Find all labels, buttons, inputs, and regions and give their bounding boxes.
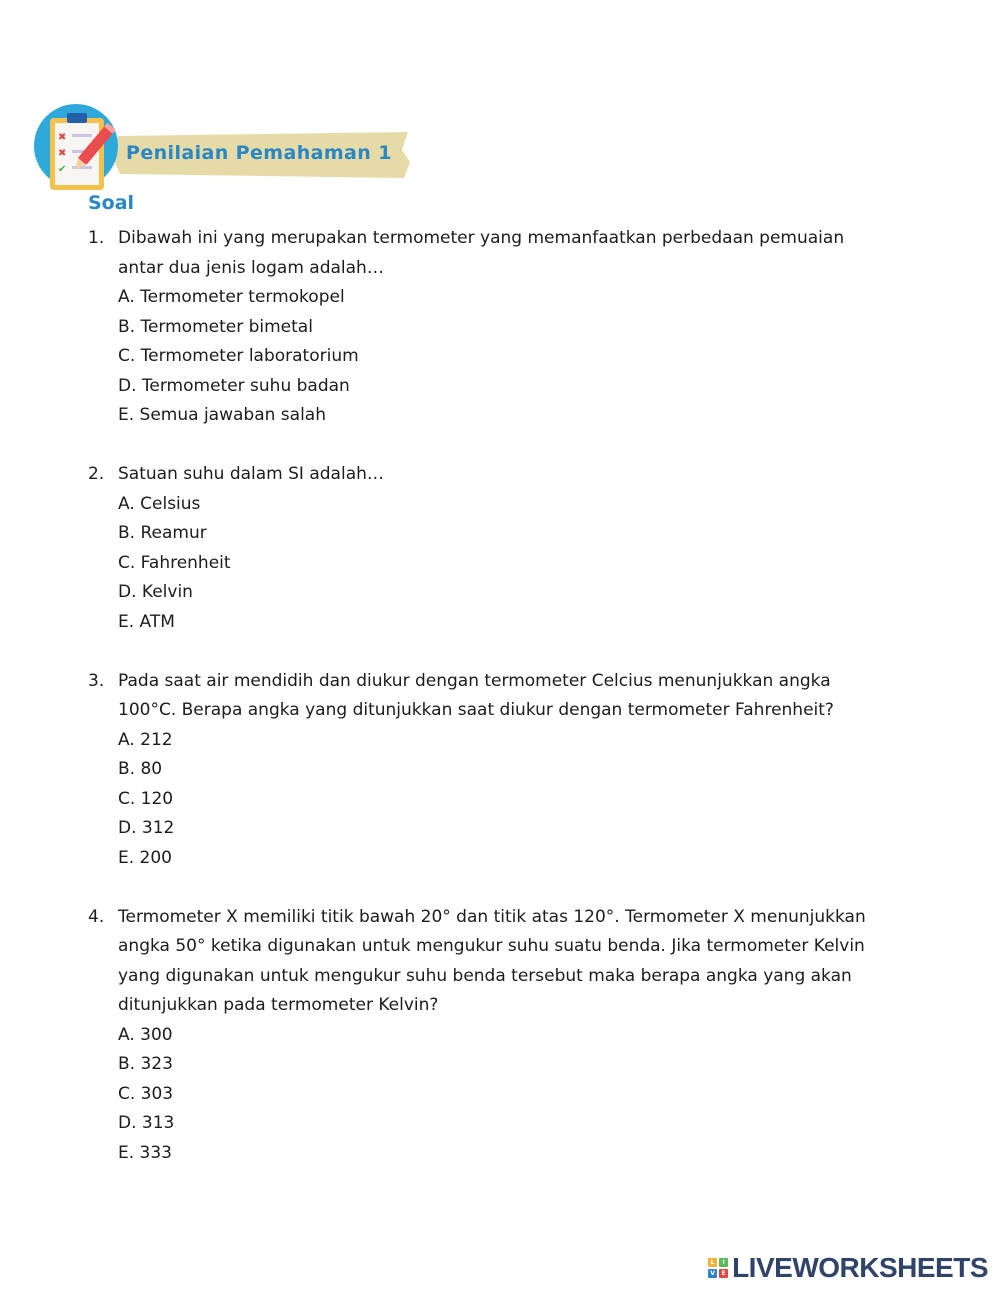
question-number: 3.: [88, 670, 105, 691]
option-e[interactable]: E. 200: [118, 847, 172, 868]
option-d[interactable]: D. 313: [118, 1113, 175, 1133]
option-c[interactable]: C. Termometer laboratorium: [118, 346, 359, 366]
question-2: [88, 460, 888, 637]
option-d[interactable]: D. Termometer suhu badan: [118, 375, 350, 396]
option-a[interactable]: A. Termometer termokopel: [118, 287, 345, 307]
option-d[interactable]: D. 312: [118, 818, 175, 838]
options-list: [88, 1021, 888, 1169]
brand-name: LIVEWORKSHEETS: [732, 1252, 988, 1283]
option-a[interactable]: A. 212: [118, 729, 173, 750]
svg-text:✔: ✔: [58, 164, 67, 175]
question-text: Satuan suhu dalam SI adalah…: [118, 464, 384, 484]
clipboard-checklist-icon: [32, 104, 132, 194]
banner-title: Penilaian Pemahaman 1: [126, 142, 392, 164]
option-d[interactable]: D. Kelvin: [118, 582, 193, 602]
options-list: [88, 283, 888, 431]
question-list: [88, 224, 888, 1198]
option-b[interactable]: B. Termometer bimetal: [118, 316, 313, 337]
option-a[interactable]: A. Celsius: [118, 493, 201, 514]
liveworksheets-logo[interactable]: [708, 1252, 988, 1284]
options-list: [88, 726, 888, 874]
section-title: Soal: [88, 192, 135, 214]
option-e[interactable]: E. Semua jawaban salah: [118, 405, 326, 425]
option-e[interactable]: E. ATM: [118, 611, 175, 632]
option-b[interactable]: B. 323: [118, 1054, 173, 1074]
question-number: 1.: [88, 228, 105, 248]
svg-text:✖: ✖: [58, 148, 67, 159]
options-list: [88, 490, 888, 638]
option-e[interactable]: E. 333: [118, 1142, 172, 1163]
svg-text:✖: ✖: [58, 132, 67, 143]
question-1: [88, 224, 888, 431]
question-text: Dibawah ini yang merupakan termometer yang memanfaatkan perbedaan pemuaian antar dua jenis logam adalah…: [118, 228, 845, 278]
option-c[interactable]: C. Fahrenheit: [118, 552, 231, 573]
question-4: [88, 903, 888, 1169]
option-c[interactable]: C. 120: [118, 788, 174, 809]
question-number: 2.: [88, 464, 105, 484]
question-text: Pada saat air mendidih dan diukur dengan termometer Celcius menunjukkan angka 100°C. Berapa angka yang ditunjukkan saat diukur dengan termometer Fahrenheit?: [118, 670, 834, 720]
logo-blocks-icon: L I V E: [708, 1258, 728, 1278]
question-number: 4.: [88, 906, 105, 927]
option-c[interactable]: C. 303: [118, 1083, 174, 1104]
option-b[interactable]: B. Reamur: [118, 523, 207, 543]
option-a[interactable]: A. 300: [118, 1024, 173, 1045]
question-3: [88, 667, 888, 874]
question-text: Termometer X memiliki titik bawah 20° dan titik atas 120°. Termometer X menunjukkan angka 50° ketika digunakan untuk mengukur suhu suatu benda. Jika termometer Kelvin yang digunakan untuk mengukur suhu benda tersebut maka berapa angka yang akan ditunjukkan pada termometer Kelvin?: [118, 906, 866, 1015]
option-b[interactable]: B. 80: [118, 759, 163, 779]
